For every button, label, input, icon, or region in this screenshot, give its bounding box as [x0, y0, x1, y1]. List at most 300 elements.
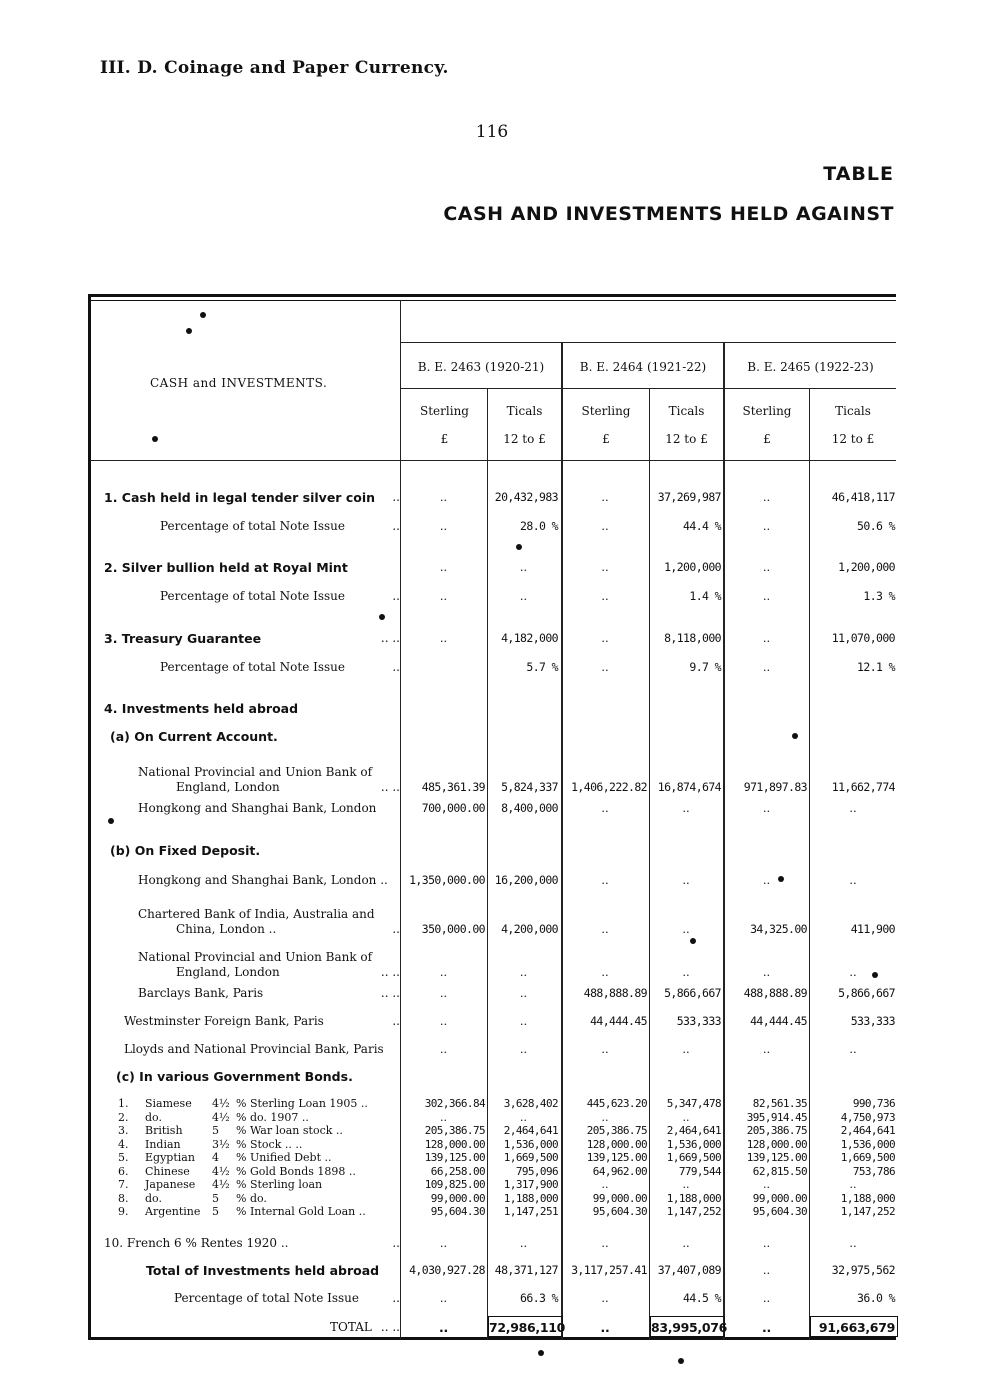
- tail-label: TOTAL: [330, 1320, 372, 1334]
- tail-value: ..: [762, 1291, 771, 1305]
- bond-number: 9.: [118, 1205, 129, 1218]
- ticals-header-1: Ticals: [506, 404, 543, 418]
- bond-number: 4.: [118, 1137, 129, 1151]
- rows-label: Percentage of total Note Issue: [160, 519, 346, 533]
- rows-value: 11,662,774: [831, 780, 895, 794]
- running-header: III. D. Coinage and Paper Currency.: [100, 58, 449, 78]
- bond-rate: 4½: [212, 1178, 230, 1191]
- tail-value: ..: [762, 1263, 771, 1277]
- rows-value: 5,866,667: [664, 986, 721, 1000]
- tail-leader: .. ..: [380, 1320, 400, 1334]
- rows-value: ..: [601, 519, 609, 533]
- bond-value: 1,147,252: [666, 1205, 721, 1218]
- rows-value: ..: [762, 801, 771, 815]
- rows-leader: .. ..: [380, 986, 400, 1000]
- rows-label: Lloyds and National Provincial Bank, Paris: [124, 1042, 384, 1056]
- rows-label: (c) In various Government Bonds.: [116, 1069, 353, 1084]
- bond-description: % Unified Debt ..: [236, 1151, 332, 1164]
- rows-value: 1.3 %: [863, 589, 895, 603]
- sterling-unit-1: £: [440, 432, 449, 446]
- rows-value: 1.4 %: [689, 589, 721, 603]
- bond-row: [0, 1151, 998, 1164]
- rows-row: [0, 631, 998, 653]
- bond-rate: 3½: [212, 1137, 230, 1151]
- tail-value: ..: [762, 1236, 771, 1250]
- bond-number: 7.: [118, 1178, 129, 1191]
- sterling-unit-2: £: [602, 432, 610, 446]
- rows-value: ..: [439, 986, 448, 1000]
- bond-description: % Stock .. ..: [236, 1137, 303, 1151]
- rows-value: ..: [762, 560, 771, 574]
- bond-description: % Gold Bonds 1898 ..: [236, 1164, 356, 1178]
- rows-value: ..: [849, 873, 857, 887]
- rows-value: ..: [762, 1042, 771, 1056]
- bond-name: do.: [145, 1110, 162, 1124]
- rows-label: (b) On Fixed Deposit.: [110, 843, 261, 858]
- bond-number: 1.: [118, 1097, 129, 1110]
- bond-value: 139,125.00: [586, 1151, 647, 1164]
- rows-row: [0, 907, 998, 937]
- bond-value: 1,536,000: [503, 1137, 558, 1151]
- bond-value: 205,386.75: [746, 1124, 807, 1137]
- rows-label: 3. Treasury Guarantee: [104, 631, 262, 646]
- bond-rate: 5: [212, 1191, 219, 1205]
- bond-value: ..: [601, 1178, 609, 1191]
- bond-row: [0, 1111, 998, 1124]
- bond-value: 1,188,000: [503, 1191, 558, 1205]
- rows-value: ..: [601, 1042, 609, 1056]
- bond-number: 3.: [118, 1124, 129, 1137]
- tail-value: ..: [519, 1236, 528, 1250]
- rows-value: 16,874,674: [657, 780, 721, 794]
- bond-row: [0, 1124, 998, 1137]
- tail-value: 91,663,679: [818, 1320, 895, 1335]
- bond-description: % do.: [236, 1191, 267, 1205]
- bond-value: 82,561.35: [752, 1097, 807, 1110]
- rows-row: [0, 660, 998, 682]
- rows-label-cont: England, London: [176, 965, 280, 979]
- rows-value: ..: [762, 631, 771, 645]
- bond-description: % do. 1907 ..: [236, 1110, 309, 1124]
- tail-value: 44.5 %: [683, 1291, 721, 1305]
- bond-value: 1,669,500: [840, 1151, 895, 1164]
- year-header-3: B. E. 2465 (1922-23): [747, 360, 874, 374]
- tail-label: 10. French 6 % Rentes 1920 ..: [104, 1236, 289, 1250]
- rows-label: Barclays Bank, Paris: [138, 986, 264, 1000]
- year-header-2: B. E. 2464 (1921-22): [579, 360, 707, 374]
- year-header-1: B. E. 2463 (1920-21): [417, 360, 545, 374]
- rows-value: ..: [682, 922, 690, 936]
- ticals-header-2: Ticals: [668, 404, 705, 418]
- tail-leader: ..: [392, 1236, 400, 1250]
- bond-row: [0, 1192, 998, 1205]
- scan-speck: [690, 938, 696, 944]
- grand-total-box-2: [650, 1316, 728, 1337]
- scan-speck: [516, 544, 522, 550]
- bond-value: 2,464,641: [666, 1124, 721, 1137]
- tail-value: ..: [601, 1291, 609, 1305]
- bond-value: 779,544: [678, 1164, 721, 1178]
- tail-value: ..: [682, 1236, 690, 1250]
- bond-value: ..: [849, 1178, 857, 1191]
- tail-value: ..: [439, 1320, 448, 1335]
- scan-speck: [538, 1350, 544, 1356]
- bond-rate: 4: [212, 1151, 219, 1164]
- bond-value: 3,628,402: [503, 1097, 558, 1110]
- rows-value: 11,070,000: [831, 631, 895, 645]
- tail-value: ..: [439, 1291, 448, 1305]
- bond-value: 1,317,900: [503, 1178, 558, 1191]
- rows-value: 1,406,222.82: [571, 780, 647, 794]
- header-bottom-rule: [90, 460, 896, 461]
- bond-value: 95,604.30: [752, 1205, 807, 1218]
- bond-row: [0, 1178, 998, 1191]
- rows-value: ..: [519, 560, 528, 574]
- rows-row: [0, 589, 998, 611]
- tail-value: ..: [439, 1236, 448, 1250]
- rows-row: [0, 729, 998, 751]
- rows-value: ..: [682, 801, 690, 815]
- rows-value: ..: [439, 589, 448, 603]
- bond-value: ..: [763, 1178, 770, 1191]
- sterling-unit-3: £: [763, 432, 771, 446]
- bond-value: 128,000.00: [586, 1137, 647, 1151]
- bond-name: Japanese: [145, 1178, 196, 1191]
- rows-value: ..: [439, 965, 448, 979]
- scan-speck: [152, 436, 158, 442]
- rows-row: [0, 765, 998, 795]
- rows-value: ..: [439, 631, 448, 645]
- rows-value: 5.7 %: [526, 660, 558, 674]
- bond-row: [0, 1205, 998, 1218]
- bond-value: 395,914.45: [746, 1110, 807, 1124]
- rows-leader: ..: [392, 519, 400, 533]
- rows-value: ..: [519, 1042, 528, 1056]
- scan-speck: [379, 614, 385, 620]
- rows-value: 1,350,000.00: [409, 873, 485, 887]
- tail-value: ..: [849, 1236, 857, 1250]
- rows-value: 533,333: [676, 1014, 721, 1028]
- scan-speck: [678, 1358, 684, 1364]
- rows-leader: ..: [392, 589, 400, 603]
- rows-value: ..: [439, 1014, 448, 1028]
- rows-value: ..: [601, 801, 609, 815]
- rows-label: Westminster Foreign Bank, Paris: [124, 1014, 324, 1028]
- rows-value: 1,200,000: [664, 560, 721, 574]
- bond-rate: 4½: [212, 1110, 230, 1124]
- bond-rate: 4½: [212, 1097, 230, 1110]
- bond-name: Siamese: [145, 1097, 192, 1110]
- sterling-header-3: Sterling: [742, 404, 792, 418]
- bond-rate: 5: [212, 1124, 219, 1137]
- rows-leader: ..: [392, 922, 400, 936]
- cash-and-investments-header: CASH and INVESTMENTS.: [150, 376, 328, 390]
- scan-speck: [200, 312, 206, 318]
- rows-value: ..: [601, 660, 609, 674]
- tail-row: [0, 1291, 998, 1313]
- bond-number: 8.: [118, 1191, 129, 1205]
- rows-row: [0, 986, 998, 1008]
- bond-value: 109,825.00: [424, 1178, 485, 1191]
- bond-value: 99,000.00: [430, 1191, 485, 1205]
- bond-rate: 4½: [212, 1164, 230, 1178]
- rows-value: 488,888.89: [743, 986, 807, 1000]
- rows-value: ..: [762, 589, 771, 603]
- bond-value: 205,386.75: [586, 1124, 647, 1137]
- bond-value: 95,604.30: [430, 1205, 485, 1218]
- tail-row: [0, 1236, 998, 1258]
- bond-value: 795,096: [515, 1164, 558, 1178]
- rows-label: Hongkong and Shanghai Bank, London: [138, 801, 377, 815]
- bond-name: Egyptian: [145, 1151, 195, 1164]
- bond-value: 64,962.00: [592, 1164, 647, 1178]
- bond-number: 5.: [118, 1151, 129, 1164]
- ticals-header-3: Ticals: [835, 404, 871, 418]
- rows-value: 5,866,667: [838, 986, 895, 1000]
- bond-value: 128,000.00: [746, 1137, 807, 1151]
- rows-value: 1,200,000: [838, 560, 895, 574]
- rows-value: ..: [439, 1042, 448, 1056]
- bond-value: 1,188,000: [666, 1191, 721, 1205]
- rows-row: [0, 873, 998, 895]
- rows-value: ..: [601, 490, 609, 504]
- rows-value: 4,182,000: [501, 631, 558, 645]
- rows-leader: .. ..: [380, 965, 400, 979]
- rows-row: [0, 701, 998, 723]
- rows-value: 12.1 %: [857, 660, 895, 674]
- bond-value: ..: [682, 1178, 690, 1191]
- bond-row: [0, 1097, 998, 1110]
- table-label: TABLE: [823, 163, 894, 185]
- bond-description: % War loan stock ..: [236, 1124, 343, 1137]
- rows-label: 2. Silver bullion held at Royal Mint: [104, 560, 348, 575]
- rows-leader: .. ..: [380, 780, 400, 794]
- bond-value: 4,750,973: [840, 1110, 895, 1124]
- bond-value: 1,669,500: [503, 1151, 558, 1164]
- sterling-header-1: Sterling: [420, 404, 469, 418]
- rows-label-cont: China, London ..: [176, 922, 277, 936]
- rows-value: 16,200,000: [494, 873, 558, 887]
- rows-label: 4. Investments held abroad: [104, 701, 299, 716]
- bond-name: Indian: [145, 1137, 181, 1151]
- rows-value: ..: [601, 589, 609, 603]
- scan-speck: [186, 328, 192, 334]
- rows-value: 44.4 %: [683, 519, 721, 533]
- scan-speck: [778, 876, 784, 882]
- tail-value: 37,407,089: [657, 1263, 721, 1277]
- bond-rate: 5: [212, 1205, 219, 1218]
- ticals-unit-3: 12 to £: [831, 432, 875, 446]
- grand-total-box-1: [488, 1316, 566, 1337]
- bond-number: 2.: [118, 1110, 129, 1124]
- bond-value: 66,258.00: [430, 1164, 485, 1178]
- rows-label: 1. Cash held in legal tender silver coin: [104, 490, 376, 505]
- bond-row: [0, 1165, 998, 1178]
- grand-total-box-3: [810, 1316, 898, 1337]
- scan-speck: [108, 818, 114, 824]
- rows-value: 971,897.83: [743, 780, 807, 794]
- bond-value: ..: [682, 1110, 690, 1124]
- bond-value: 1,188,000: [840, 1191, 895, 1205]
- rows-value: 8,118,000: [664, 631, 721, 645]
- bond-number: 6.: [118, 1164, 129, 1178]
- rows-value: ..: [519, 589, 528, 603]
- rows-value: ..: [439, 560, 448, 574]
- rows-value: 9.7 %: [689, 660, 721, 674]
- rows-value: 533,333: [850, 1014, 895, 1028]
- header-rule: [400, 342, 896, 343]
- bond-value: 1,536,000: [666, 1137, 721, 1151]
- rows-value: ..: [849, 965, 857, 979]
- rows-leader: ..: [392, 660, 400, 674]
- table-title: CASH AND INVESTMENTS HELD AGAINST: [443, 203, 894, 225]
- bond-value: 1,536,000: [840, 1137, 895, 1151]
- bond-name: Argentine: [145, 1205, 201, 1218]
- tail-value: 72,986,110: [489, 1320, 566, 1335]
- rows-label: Hongkong and Shanghai Bank, London ..: [138, 873, 388, 887]
- rows-row: [0, 560, 998, 582]
- top-rule: [88, 294, 896, 297]
- rows-value: 28.0 %: [520, 519, 558, 533]
- rows-row: [0, 1069, 998, 1091]
- rows-value: 4,200,000: [501, 922, 558, 936]
- rows-label-cont: England, London: [176, 780, 280, 794]
- rows-value: ..: [762, 490, 771, 504]
- bond-description: % Sterling Loan 1905 ..: [236, 1097, 368, 1110]
- rows-value: 700,000.00: [421, 801, 485, 815]
- rows-value: 46,418,117: [831, 490, 895, 504]
- tail-value: 36.0 %: [857, 1291, 895, 1305]
- rows-value: ..: [849, 1042, 857, 1056]
- bond-description: % Internal Gold Loan ..: [236, 1205, 366, 1218]
- bond-value: 99,000.00: [592, 1191, 647, 1205]
- rows-row: [0, 519, 998, 541]
- rows-label: Chartered Bank of India, Australia and: [138, 907, 375, 921]
- rows-value: ..: [519, 1014, 528, 1028]
- tail-value: 4,030,927.28: [409, 1263, 485, 1277]
- rows-value: ..: [601, 873, 609, 887]
- rows-label: National Provincial and Union Bank of: [138, 765, 373, 779]
- bond-value: 139,125.00: [424, 1151, 485, 1164]
- subheader-rule: [400, 388, 896, 389]
- rows-value: 20,432,983: [494, 490, 558, 504]
- rows-row: [0, 801, 998, 823]
- ticals-unit-1: 12 to £: [503, 432, 546, 446]
- rows-label: (a) On Current Account.: [110, 729, 278, 744]
- rows-value: 8,400,000: [501, 801, 558, 815]
- sterling-header-2: Sterling: [581, 404, 631, 418]
- rows-value: ..: [682, 873, 690, 887]
- rows-value: 485,361.39: [421, 780, 485, 794]
- tail-value: 83,995,076: [651, 1320, 728, 1335]
- bond-name: British: [145, 1124, 183, 1137]
- tail-value: ..: [762, 1320, 771, 1335]
- rows-label: Percentage of total Note Issue: [160, 660, 346, 674]
- bond-value: 1,147,251: [503, 1205, 558, 1218]
- bond-value: 1,147,252: [840, 1205, 895, 1218]
- rows-leader: ..: [392, 1014, 400, 1028]
- bond-description: % Sterling loan: [236, 1178, 323, 1191]
- rows-value: 50.6 %: [857, 519, 895, 533]
- rows-value: ..: [439, 519, 448, 533]
- rows-value: 350,000.00: [421, 922, 485, 936]
- rows-row: [0, 950, 998, 980]
- bond-value: 139,125.00: [746, 1151, 807, 1164]
- bond-row: [0, 1138, 998, 1151]
- tail-row: [0, 1263, 998, 1285]
- tail-value: ..: [601, 1236, 609, 1250]
- rows-value: ..: [849, 801, 857, 815]
- rows-row: [0, 1042, 998, 1064]
- rows-label: National Provincial and Union Bank of: [138, 950, 373, 964]
- rows-value: ..: [762, 965, 771, 979]
- bond-name: do.: [145, 1191, 162, 1205]
- bond-value: 445,623.20: [586, 1097, 647, 1110]
- rows-value: 44,444.45: [750, 1014, 807, 1028]
- rows-value: ..: [601, 631, 609, 645]
- bond-value: 62,815.50: [752, 1164, 807, 1178]
- rows-row: [0, 490, 998, 512]
- top-rule-inner: [88, 300, 896, 301]
- bond-value: 2,464,641: [840, 1124, 895, 1137]
- rows-leader: .. ..: [380, 631, 400, 645]
- rows-value: ..: [519, 965, 528, 979]
- ticals-unit-2: 12 to £: [665, 432, 708, 446]
- tail-value: ..: [600, 1320, 610, 1335]
- bond-value: 128,000.00: [424, 1137, 485, 1151]
- rows-leader: ..: [392, 490, 400, 504]
- rows-label: Percentage of total Note Issue: [160, 589, 346, 603]
- rows-value: ..: [762, 519, 771, 533]
- page-number: 116: [475, 122, 509, 142]
- rows-value: 34,325.00: [750, 922, 807, 936]
- rows-value: ..: [601, 922, 609, 936]
- rows-value: 488,888.89: [583, 986, 647, 1000]
- rows-value: ..: [439, 490, 448, 504]
- bond-name: Chinese: [145, 1164, 190, 1178]
- tail-label: Total of Investments held abroad: [146, 1263, 380, 1278]
- bond-value: ..: [601, 1110, 609, 1124]
- tail-leader: ..: [392, 1291, 400, 1305]
- rows-value: ..: [601, 965, 609, 979]
- scan-speck: [872, 972, 878, 978]
- rows-value: ..: [682, 1042, 690, 1056]
- bond-value: 2,464,641: [503, 1124, 558, 1137]
- rows-value: 37,269,987: [657, 490, 721, 504]
- tail-value: 32,975,562: [831, 1263, 895, 1277]
- tail-label: Percentage of total Note Issue: [174, 1291, 360, 1305]
- rows-value: ..: [601, 560, 609, 574]
- bond-value: 302,366.84: [424, 1097, 485, 1110]
- bond-value: 1,669,500: [666, 1151, 721, 1164]
- rows-row: [0, 843, 998, 865]
- scan-speck: [792, 733, 798, 739]
- bond-value: 990,736: [852, 1097, 895, 1110]
- bond-value: 95,604.30: [592, 1205, 647, 1218]
- rows-value: 5,824,337: [501, 780, 558, 794]
- bond-value: ..: [520, 1110, 527, 1124]
- rows-value: ..: [682, 965, 690, 979]
- tail-value: 66.3 %: [520, 1291, 558, 1305]
- rows-value: 411,900: [850, 922, 895, 936]
- rows-value: ..: [762, 873, 771, 887]
- bond-value: ..: [440, 1110, 447, 1124]
- tail-value: 48,371,127: [494, 1263, 558, 1277]
- bond-value: 99,000.00: [752, 1191, 807, 1205]
- bond-value: 205,386.75: [424, 1124, 485, 1137]
- bond-value: 5,347,478: [666, 1097, 721, 1110]
- rows-value: ..: [762, 660, 771, 674]
